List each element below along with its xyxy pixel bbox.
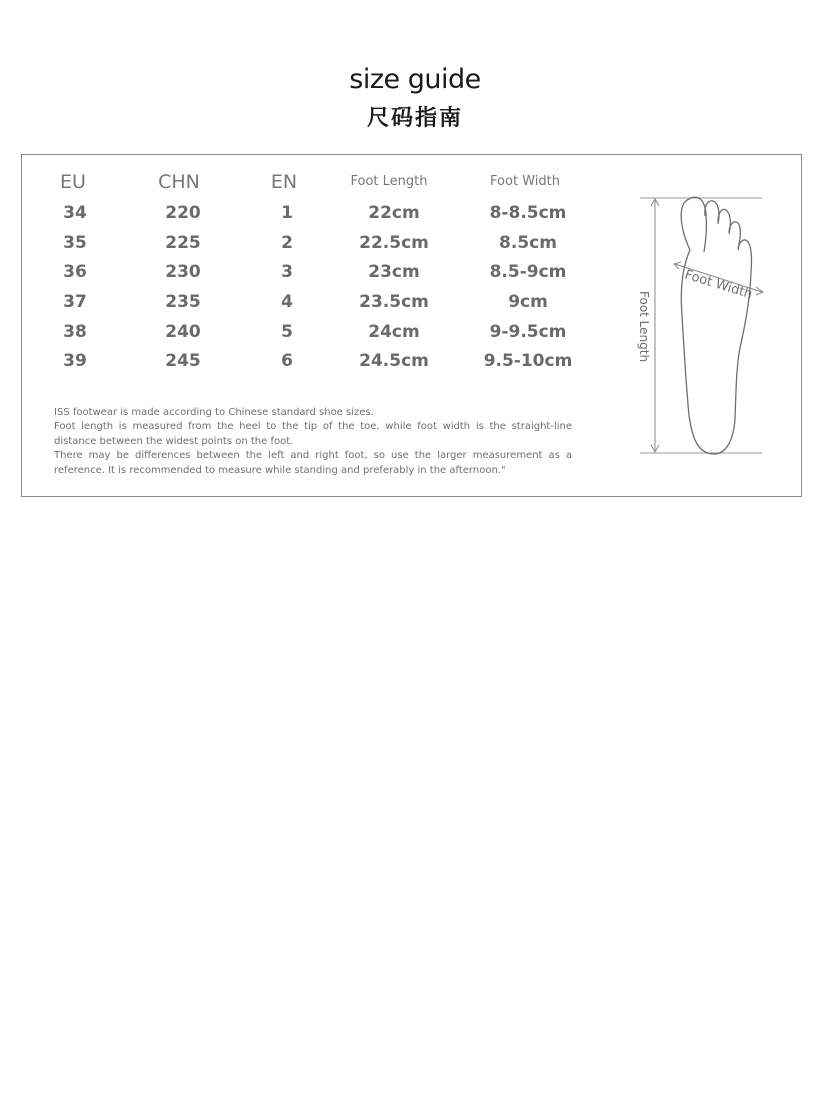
note-standard: ISS footwear is made according to Chinese standard shoe sizes. [54, 407, 374, 418]
note-measurement: Foot length is measured from the heel to the tip of the toe, while foot width is the straight-line distance between the widest points on the foot. [54, 421, 572, 447]
table-cell: 22.5cm [359, 233, 429, 253]
table-cell: 2 [281, 233, 293, 253]
page-title: size guide [349, 64, 481, 95]
table-cell: 24cm [368, 322, 420, 342]
table-cell: 8.5cm [499, 233, 557, 253]
table-cell: 22cm [368, 203, 420, 223]
table-cell: 37 [63, 292, 87, 312]
table-cell: 6 [281, 351, 293, 371]
table-cell: 235 [165, 292, 201, 312]
table-cell: 8-8.5cm [489, 203, 567, 223]
column-header-eu: EU [60, 171, 86, 193]
table-cell: 225 [165, 233, 201, 253]
table-cell: 39 [63, 351, 87, 371]
foot-width-label: Foot Width [682, 267, 755, 303]
table-cell: 240 [165, 322, 201, 342]
size-notes [54, 406, 572, 478]
table-cell: 9cm [508, 292, 548, 312]
table-cell: 5 [281, 322, 293, 342]
table-cell: 38 [63, 322, 87, 342]
column-header-foot-length: Foot Length [350, 174, 428, 189]
table-cell: 9.5-10cm [483, 351, 573, 371]
table-cell: 230 [165, 262, 201, 282]
table-cell: 245 [165, 351, 201, 371]
table-cell: 9-9.5cm [489, 322, 567, 342]
table-cell: 220 [165, 203, 201, 223]
table-cell: 24.5cm [359, 351, 429, 371]
column-header-foot-width: Foot Width [490, 174, 560, 189]
table-cell: 23cm [368, 262, 420, 282]
foot-length-label: Foot Length [637, 291, 651, 363]
note-recommendation: There may be differences between the left and right foot, so use the larger measurement as a reference. It is recommended to measure while standing and preferably in the afternoon." [54, 450, 572, 476]
column-header-en: EN [270, 171, 298, 193]
foot-diagram [634, 190, 774, 460]
table-cell: 8.5-9cm [489, 262, 567, 282]
table-cell: 3 [281, 262, 293, 282]
size-guide-panel [21, 154, 802, 497]
column-header-chn: CHN [158, 171, 200, 193]
table-cell: 36 [63, 262, 87, 282]
table-cell: 1 [281, 203, 293, 223]
table-cell: 23.5cm [359, 292, 429, 312]
foot-outline-icon [681, 197, 751, 454]
table-cell: 35 [63, 233, 87, 253]
table-cell: 34 [63, 203, 87, 223]
table-cell: 4 [281, 292, 293, 312]
page-subtitle: 尺码指南 [366, 106, 463, 131]
